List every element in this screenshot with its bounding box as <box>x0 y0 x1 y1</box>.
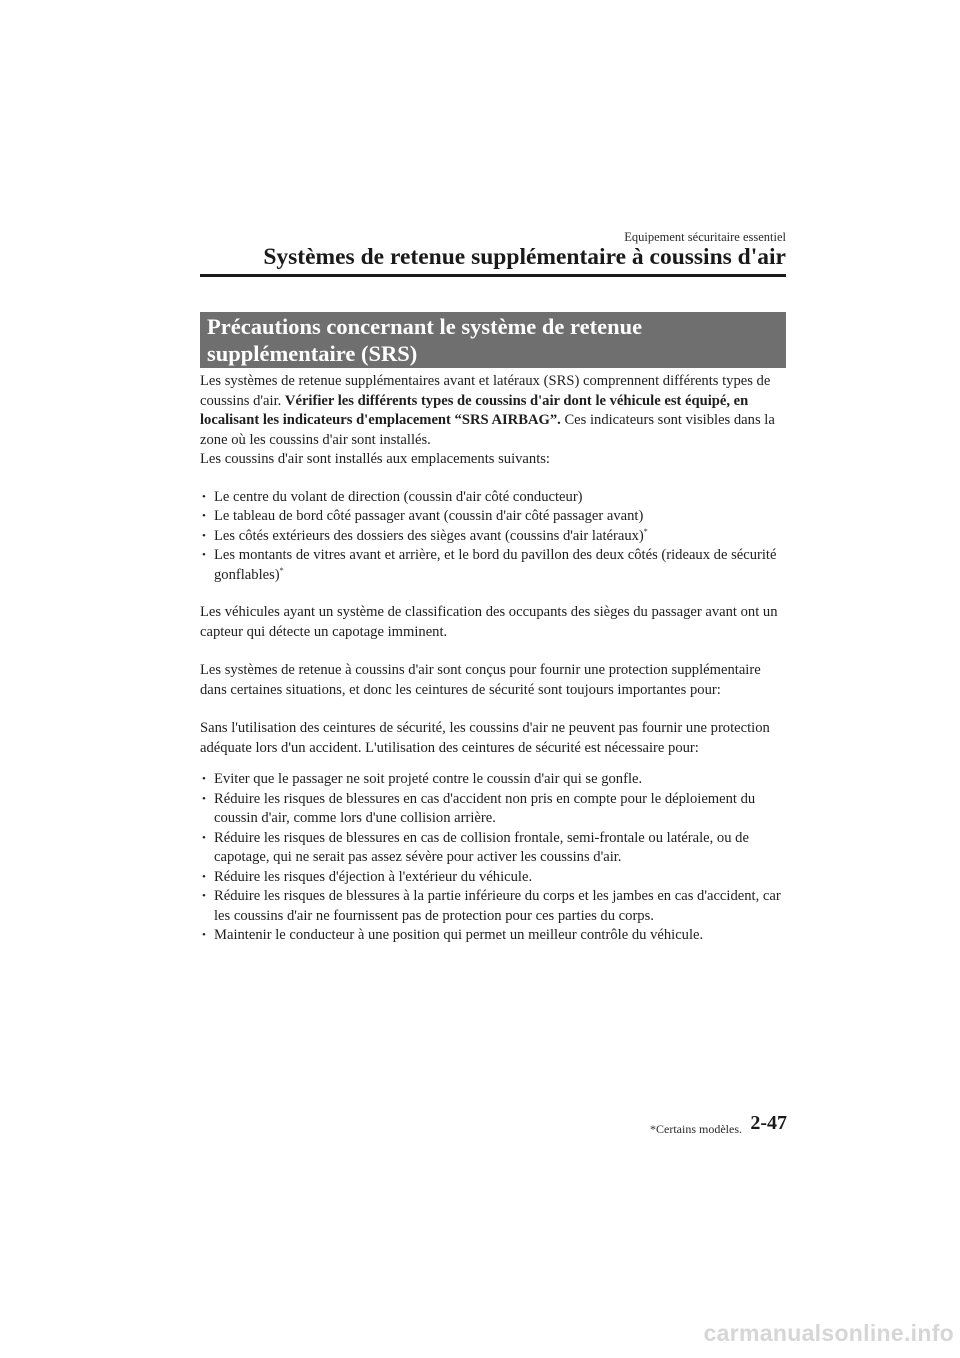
chapter-label: Equipement sécuritaire essentiel <box>624 230 786 244</box>
section-heading-line2: supplémentaire (SRS) <box>207 341 418 366</box>
list-item: • Les montants de vitres avant et arrière, et le bord du pavillon des deux côtés (rideaux de sécurité gonflables)* <box>200 546 786 585</box>
seatbelt-purposes-list <box>200 770 786 946</box>
header-divider <box>200 274 786 277</box>
locations-intro: Les coussins d'air sont installés aux emplacements suivants: <box>200 451 550 467</box>
section-heading-box <box>200 312 786 368</box>
intro-bold-instruction: Vérifier les différents types de coussins d'air dont le véhicule est équipé, en localisant les indicateurs d'emplacement “SRS AIRBAG”. <box>200 392 749 428</box>
intro-text-start: Les systèmes de retenue supplémentaires avant et latéraux (SRS) comprennent différents types de coussins d'air. <box>200 373 771 409</box>
list-item: • Réduire les risques de blessures en cas d'accident non pris en compte pour le déploiement du coussin d'air, comme lors d'une collision arrière. <box>200 790 786 829</box>
airbag-locations-list <box>200 488 786 586</box>
list-item: • Le tableau de bord côté passager avant (coussin d'air côté passager avant) <box>200 507 786 527</box>
page-header-title: Systèmes de retenue supplémentaire à coussins d'air <box>263 244 786 270</box>
list-item: • Le centre du volant de direction (coussin d'air côté conducteur) <box>200 488 786 508</box>
intro-text-end: Ces indicateurs sont visibles dans la zone où les coussins d'air sont installés. <box>200 412 775 448</box>
section-heading <box>207 313 786 367</box>
site-watermark: carmanualsonline.info <box>703 1320 954 1346</box>
page-content <box>200 372 786 946</box>
seatbelt-necessity-paragraph: Sans l'utilisation des ceintures de sécurité, les coussins d'air ne peuvent pas fournir une protection adéquate lors d'un accident. L'utilisation des ceintures de sécurité est nécessaire pour: <box>200 720 770 756</box>
list-item: • Eviter que le passager ne soit projeté contre le coussin d'air qui se gonfle. <box>200 770 786 790</box>
page-number: 2-47 <box>750 1112 787 1134</box>
list-item: • Maintenir le conducteur à une position qui permet un meilleur contrôle du véhicule. <box>200 926 786 946</box>
model-footnote-mark: * <box>279 565 284 575</box>
seatbelt-importance-paragraph: Les systèmes de retenue à coussins d'air sont conçus pour fournir une protection supplémentaire dans certaines situations, et donc les ceintures de sécurité sont toujours importantes pour: <box>200 662 761 698</box>
occupant-classification-paragraph: Les véhicules ayant un système de classification des occupants des sièges du passager avant ont un capteur qui détecte un capotage imminent. <box>200 604 778 640</box>
list-item: • Les côtés extérieurs des dossiers des sièges avant (coussins d'air latéraux)* <box>200 527 786 547</box>
intro-paragraph <box>200 372 786 450</box>
list-item: • Réduire les risques d'éjection à l'extérieur du véhicule. <box>200 868 786 888</box>
model-footnote-mark: * <box>643 526 648 536</box>
footnote-certain-models: *Certains modèles. <box>650 1122 742 1136</box>
list-item: • Réduire les risques de blessures en cas de collision frontale, semi-frontale ou latérale, ou de capotage, qui ne serait pas assez sévère pour activer les coussins d'air. <box>200 829 786 868</box>
section-heading-line1: Précautions concernant le système de retenue <box>207 314 643 339</box>
list-item: • Réduire les risques de blessures à la partie inférieure du corps et les jambes en cas d'accident, car les coussins d'air ne fournissent pas de protection pour ces parties du corps. <box>200 887 786 926</box>
